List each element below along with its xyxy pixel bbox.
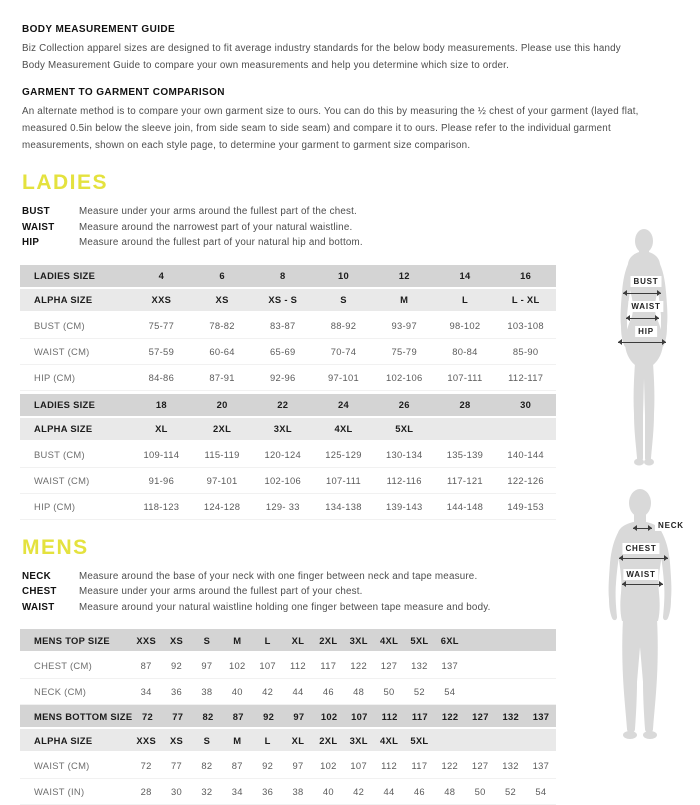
definition-description: Measure under your arms around the fullest part of your chest.	[79, 586, 363, 597]
size-cell: 70-74	[330, 345, 357, 357]
comparison-description: An alternate method is to compare your own garment size to ours. You can do this by measuring the ½ chest of your garment (layed flat, measured 0.5in below the sleeve join, from side seam to side seam) and compare it to ours. Please refer to the individual garment measurements, shown on each style page, to determine your garment to garment size comparison.	[22, 106, 639, 151]
size-cell: L	[264, 734, 271, 746]
size-cell: 137	[532, 710, 550, 722]
size-cell: 107	[351, 710, 368, 722]
size-cell: 14	[459, 270, 471, 281]
size-cell: 8	[280, 270, 286, 281]
size-cell: 127	[472, 710, 489, 722]
size-cell: 107-111	[325, 474, 362, 486]
size-cell: XXS	[151, 294, 172, 305]
size-cell: XS	[215, 294, 229, 305]
mens-definitions	[22, 569, 672, 616]
size-cell: 80-84	[452, 345, 478, 357]
definition-term: WAIST	[22, 221, 55, 233]
definition-row	[22, 600, 672, 616]
size-cell: 54	[535, 786, 547, 797]
size-cell: 127	[380, 660, 398, 671]
size-cell: 50	[474, 786, 486, 797]
size-cell: S	[203, 634, 211, 646]
size-cell: 36	[171, 686, 183, 697]
size-cell: 135-139	[446, 448, 484, 460]
size-cell: 92	[171, 660, 183, 671]
size-cell: 124-128	[203, 500, 241, 512]
hip-arrow-icon	[618, 342, 666, 343]
size-cell: 122	[441, 710, 459, 722]
row-label: HIP (CM)	[34, 371, 76, 383]
size-cell: 46	[413, 786, 425, 797]
size-cell: 134-138	[325, 500, 362, 512]
size-cell: 97-101	[206, 474, 238, 486]
row-label: MENS TOP SIZE	[34, 634, 110, 646]
neck-measure-label: NECK	[655, 520, 687, 531]
size-cell: 149-153	[507, 500, 544, 512]
size-cell: 38	[292, 786, 304, 797]
size-cell: 92-96	[270, 371, 296, 383]
neck-arrow-icon	[633, 528, 652, 529]
size-cell: 78-82	[209, 319, 235, 331]
table-row	[20, 679, 556, 705]
waist-arrow-icon	[622, 584, 663, 585]
row-label: LADIES SIZE	[34, 399, 96, 410]
size-cell: L - XL	[511, 294, 540, 305]
size-cell: 132	[502, 710, 519, 722]
size-cell: M	[400, 294, 409, 305]
ladies-size-table-1	[20, 265, 556, 391]
size-cell: 102	[320, 710, 338, 722]
size-cell: XS - S	[268, 294, 298, 305]
definition-row	[22, 569, 672, 585]
size-cell: 107-111	[447, 371, 483, 383]
size-cell: 3XL	[349, 634, 368, 646]
ladies-heading: LADIES	[22, 171, 109, 194]
definition-row	[22, 204, 672, 220]
size-cell: 112	[381, 710, 398, 722]
chest-arrow-icon	[619, 558, 668, 559]
definition-description: Measure under your arms around the fullest part of the chest.	[79, 206, 357, 217]
size-cell: 75-79	[391, 345, 417, 357]
definition-row	[22, 220, 672, 236]
size-cell: 46	[322, 686, 334, 697]
table-row	[20, 339, 556, 365]
size-cell: 103-108	[507, 319, 544, 331]
size-cell: 3XL	[349, 734, 368, 746]
row-label: NECK (CM)	[34, 686, 87, 697]
size-cell: 4XL	[380, 634, 399, 646]
definition-description: Measure around your natural waistline holding one finger between tape measure and body.	[79, 601, 491, 613]
size-cell: 117	[320, 660, 337, 671]
bust-arrow-icon	[623, 293, 661, 294]
size-cell: 42	[262, 686, 274, 697]
size-cell: 132	[411, 660, 428, 671]
row-label: LADIES SIZE	[34, 270, 96, 281]
definition-term: WAIST	[22, 601, 55, 613]
guide-title: BODY MEASUREMENT GUIDE	[22, 24, 176, 35]
row-label: MENS BOTTOM SIZE	[34, 710, 133, 722]
size-cell: 3XL	[273, 423, 292, 434]
size-cell: XL	[291, 634, 305, 646]
size-cell: 112	[290, 660, 306, 671]
size-cell: 30	[171, 786, 183, 797]
definition-term: HIP	[22, 237, 40, 248]
chest-measure-label: CHEST	[622, 543, 659, 554]
size-cell: S	[203, 734, 211, 746]
size-cell: 91-96	[148, 474, 175, 486]
definition-description: Measure around the base of your neck with one finger between neck and tape measure.	[79, 570, 478, 582]
size-cell: 139-143	[385, 500, 423, 512]
size-cell: 102-106	[385, 371, 423, 383]
ladies-size-table-2	[20, 394, 556, 520]
table-row	[20, 289, 556, 313]
size-cell: 92	[263, 710, 275, 722]
size-cell: XS	[169, 734, 184, 746]
mens-size-table	[20, 629, 556, 805]
row-label: WAIST (CM)	[34, 345, 90, 357]
size-cell: 12	[398, 270, 410, 281]
size-cell: 117-121	[447, 474, 483, 486]
size-cell: 6	[219, 270, 225, 281]
row-label: BUST (CM)	[34, 319, 85, 331]
size-cell: 65-69	[270, 345, 296, 357]
size-cell: 4XL	[334, 423, 353, 434]
size-cell: 10	[338, 270, 350, 281]
size-cell: 97	[292, 760, 304, 771]
row-label: BUST (CM)	[34, 448, 85, 460]
table-row	[20, 313, 556, 339]
size-cell: 2XL	[319, 734, 338, 746]
size-cell: 18	[155, 399, 167, 410]
waist-measure-label: WAIST	[628, 301, 663, 312]
size-cell: 112-116	[386, 474, 422, 486]
size-cell: 137	[532, 760, 550, 771]
size-cell: 28	[140, 786, 152, 797]
size-cell: 4XL	[380, 734, 399, 746]
size-cell: 87-91	[209, 371, 235, 383]
row-label: WAIST (CM)	[34, 474, 90, 486]
size-cell: 130-134	[385, 448, 423, 460]
size-cell: M	[233, 734, 242, 746]
size-cell: 112-117	[508, 371, 544, 383]
size-cell: 144-148	[446, 500, 484, 512]
size-cell: 72	[142, 710, 154, 722]
definition-description: Measure around the fullest part of your natural hip and bottom.	[79, 237, 363, 248]
definition-row	[22, 235, 672, 251]
comparison-title: GARMENT TO GARMENT COMPARISON	[22, 87, 225, 98]
table-row	[20, 629, 556, 653]
size-cell: 125-129	[325, 448, 362, 460]
size-cell: 109-114	[143, 448, 180, 460]
size-cell: 30	[520, 399, 532, 410]
size-cell: 107	[259, 660, 276, 671]
size-cell: 117	[411, 710, 428, 722]
size-cell: 52	[413, 686, 425, 697]
size-cell: 54	[444, 686, 456, 697]
main-content	[22, 24, 672, 805]
size-cell: 97	[201, 660, 213, 671]
size-cell: 85-90	[512, 345, 539, 357]
size-cell: L	[461, 294, 468, 305]
size-cell: 24	[338, 399, 350, 410]
size-cell: 77	[172, 710, 184, 722]
size-cell: 102	[228, 660, 246, 671]
table-row	[20, 365, 556, 391]
size-cell: 102	[320, 760, 337, 771]
mens-heading: MENS	[22, 535, 89, 559]
size-cell: 112	[381, 760, 397, 771]
size-cell: 57-59	[148, 345, 175, 357]
table-row	[20, 779, 556, 805]
ladies-body-figure	[598, 228, 694, 472]
table-row	[20, 468, 556, 494]
size-cell: 122	[441, 760, 459, 771]
size-cell: 82	[201, 760, 213, 771]
size-cell: 140-144	[507, 448, 544, 460]
size-cell: 97	[293, 710, 305, 722]
bust-measure-label: BUST	[631, 276, 662, 287]
size-cell: 26	[398, 399, 410, 410]
waist-measure-label: WAIST	[623, 569, 658, 580]
size-cell: 44	[292, 686, 304, 697]
row-label: ALPHA SIZE	[34, 423, 93, 434]
size-cell: 5XL	[395, 423, 414, 434]
size-cell: 32	[201, 786, 213, 797]
size-cell: 118-123	[143, 500, 180, 512]
size-cell: 122	[350, 660, 367, 671]
mens-body-figure	[593, 487, 698, 749]
size-cell: 52	[504, 786, 516, 797]
size-cell: 129- 33	[265, 500, 300, 512]
size-cell: 88-92	[330, 319, 357, 331]
size-cell: 34	[231, 786, 243, 797]
table-row	[20, 494, 556, 520]
size-cell: 38	[201, 686, 213, 697]
size-cell: 72	[140, 760, 152, 771]
size-cell: 102-106	[264, 474, 302, 486]
definition-description: Measure around the narrowest part of your natural waistline.	[79, 221, 353, 233]
table-row	[20, 753, 556, 779]
size-cell: 120-124	[264, 448, 302, 460]
table-row	[20, 265, 556, 289]
size-cell: XXS	[136, 634, 157, 646]
table-row	[20, 705, 556, 729]
table-row	[20, 442, 556, 468]
size-cell: 137	[441, 660, 459, 671]
row-label: WAIST (CM)	[34, 760, 90, 771]
size-cell: 50	[383, 686, 395, 697]
size-cell: XXS	[136, 734, 157, 746]
size-cell: 28	[459, 399, 471, 410]
size-cell: 2XL	[319, 634, 338, 646]
row-label: ALPHA SIZE	[34, 294, 93, 305]
size-cell: 48	[444, 786, 456, 797]
size-cell: XL	[155, 423, 168, 434]
size-cell: 60-64	[209, 345, 235, 357]
definition-term: BUST	[22, 206, 50, 217]
size-cell: 84-86	[148, 371, 175, 383]
size-cell: 92	[262, 760, 274, 771]
size-cell: 77	[171, 760, 183, 771]
definition-row	[22, 584, 672, 600]
row-label: WAIST (IN)	[34, 786, 85, 797]
size-cell: 42	[353, 786, 365, 797]
size-cell: 4	[158, 270, 165, 281]
size-cell: 36	[262, 786, 274, 797]
size-cell: 117	[411, 760, 428, 771]
size-cell: 87	[140, 660, 152, 671]
size-cell: S	[340, 294, 347, 305]
table-row	[20, 653, 556, 679]
row-label: ALPHA SIZE	[34, 734, 93, 746]
size-cell: 34	[140, 686, 152, 697]
size-cell: 20	[216, 399, 228, 410]
size-cell: 97-101	[328, 371, 360, 383]
definition-term: NECK	[22, 570, 51, 582]
row-label: HIP (CM)	[34, 500, 76, 512]
size-cell: 5XL	[410, 634, 429, 646]
table-row	[20, 729, 556, 753]
guide-description: Biz Collection apparel sizes are designed to fit average industry standards for the below body measurements. Please use this handy Body Measurement Guide to compare your own measurements and help you determine which size to order.	[22, 43, 621, 71]
size-cell: 132	[502, 760, 519, 771]
size-cell: 107	[350, 760, 367, 771]
size-cell: 6XL	[440, 634, 459, 646]
table-row	[20, 394, 556, 418]
size-cell: 83-87	[270, 319, 296, 331]
size-cell: 22	[277, 399, 289, 410]
size-cell: 5XL	[410, 734, 429, 746]
size-cell: 115-119	[204, 448, 240, 460]
size-cell: 98-102	[449, 319, 481, 331]
size-cell: 87	[232, 710, 244, 722]
female-silhouette-icon	[598, 228, 694, 472]
size-cell: 2XL	[213, 423, 232, 434]
size-cell: 87	[231, 760, 243, 771]
size-cell: 40	[231, 686, 243, 697]
hip-measure-label: HIP	[635, 326, 657, 337]
size-cell: 82	[202, 710, 214, 722]
size-cell: 48	[353, 686, 365, 697]
size-cell: 16	[520, 270, 532, 281]
ladies-definitions	[22, 204, 672, 251]
row-label: CHEST (CM)	[34, 660, 93, 671]
size-cell: 44	[383, 786, 395, 797]
size-cell: L	[264, 634, 271, 646]
definition-term: CHEST	[22, 586, 57, 597]
size-cell: M	[233, 634, 242, 646]
size-cell: 75-77	[148, 319, 175, 331]
table-row	[20, 418, 556, 442]
size-cell: XL	[291, 734, 305, 746]
size-cell: XS	[169, 634, 184, 646]
size-cell: 122-126	[507, 474, 544, 486]
size-cell: 93-97	[391, 319, 417, 331]
size-cell: 40	[322, 786, 334, 797]
waist-arrow-icon	[626, 318, 659, 319]
size-cell: 127	[471, 760, 489, 771]
